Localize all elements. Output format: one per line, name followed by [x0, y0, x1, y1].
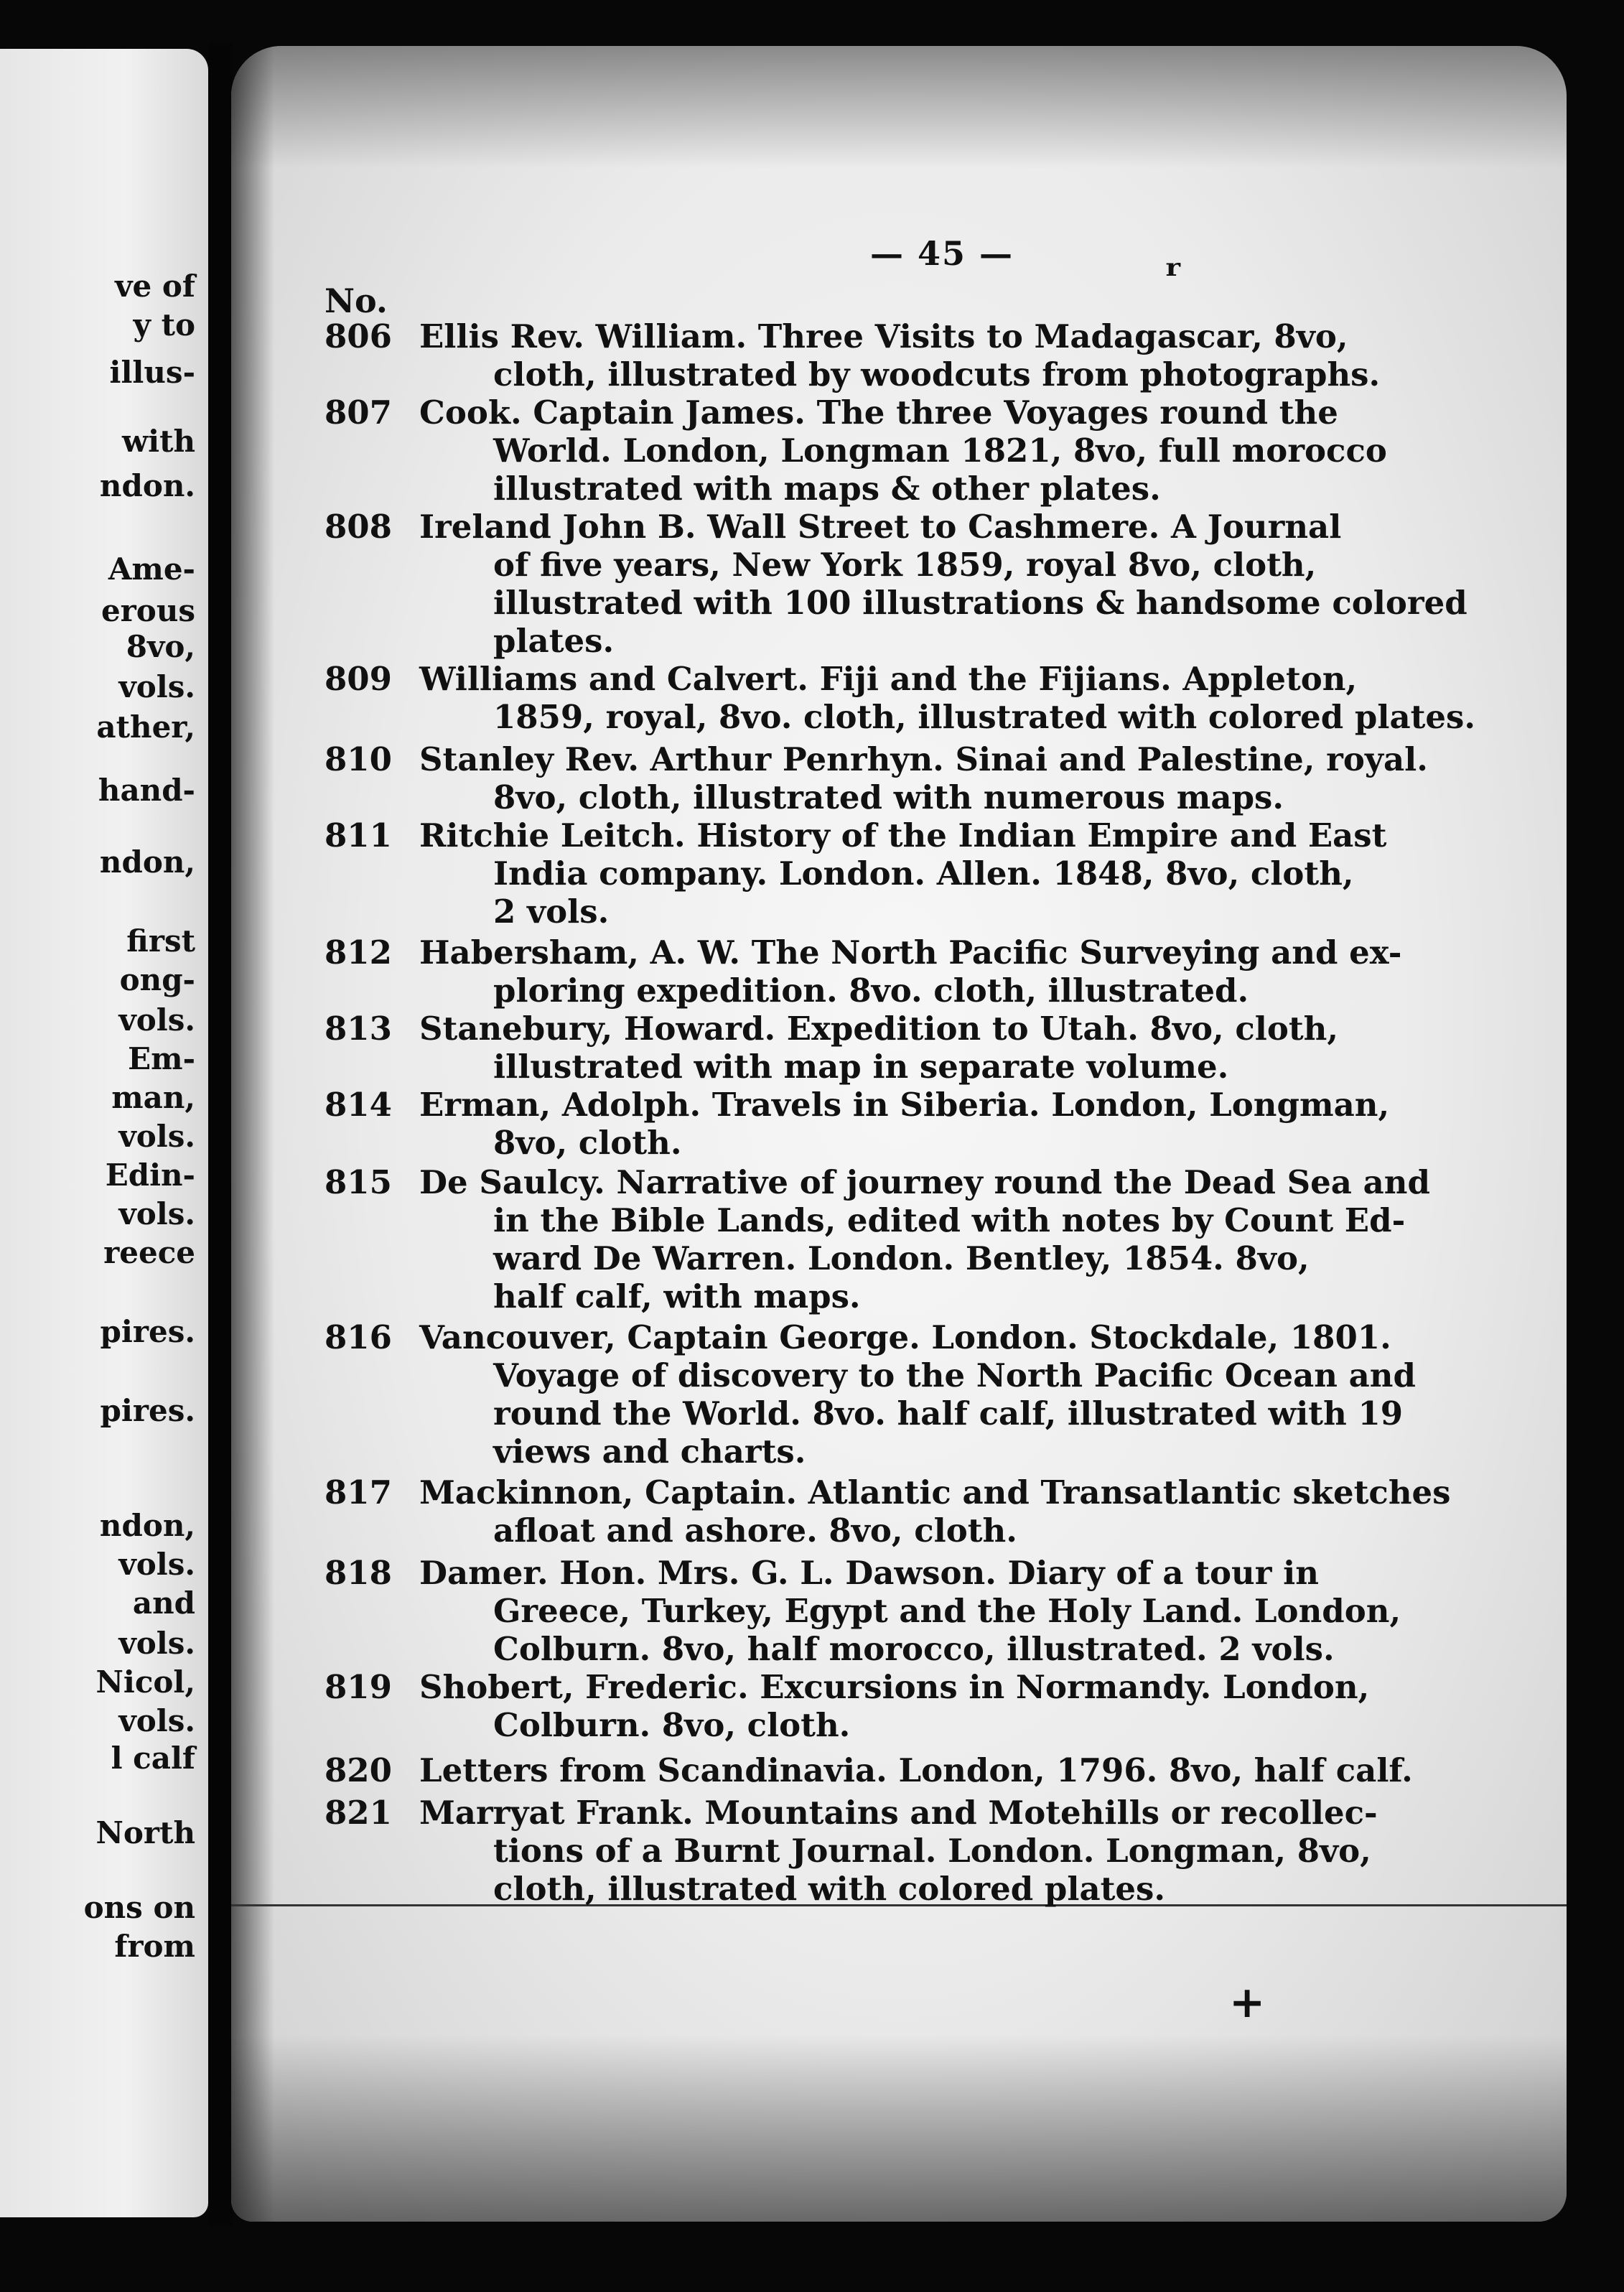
column-header-no: No. [325, 281, 388, 320]
entry-line: Ellis Rev. William. Three Visits to Madagascar, 8vo, [419, 317, 1348, 355]
entry-line: ploring expedition. 8vo. cloth, illustrated. [493, 972, 1249, 1010]
entry-line: India company. London. Allen. 1848, 8vo, cloth, [493, 854, 1354, 893]
entry-description [325, 1318, 1545, 1471]
left-page-line: vols. [118, 1119, 195, 1154]
left-page-line: vols. [118, 1547, 195, 1582]
page-shadow-bottom [231, 2035, 1567, 2222]
page-number: — 45 — [869, 234, 1014, 273]
entry-description [325, 1473, 1545, 1550]
entry-number: 809 [325, 660, 392, 698]
entry-description [325, 1163, 1545, 1315]
left-page-line: with [121, 424, 195, 459]
left-page-line: hand- [98, 773, 195, 808]
entry-line: Letters from Scandinavia. London, 1796. 8vo, half calf. [419, 1751, 1413, 1789]
pen-check-mark: ʳ [1165, 251, 1182, 301]
left-page-line: pires. [100, 1314, 195, 1349]
left-page-line: Nicol, [95, 1664, 195, 1700]
left-page-line: ong- [119, 962, 195, 997]
entry-description [325, 393, 1545, 508]
left-page-line: vols. [118, 1703, 195, 1738]
catalogue-entry [325, 1751, 1545, 1789]
catalogue-entry [325, 1794, 1545, 1908]
entry-description [325, 1794, 1545, 1908]
left-page-line: vols. [118, 1626, 195, 1661]
entry-line: illustrated with maps & other plates. [493, 470, 1161, 508]
entry-line: Vancouver, Captain George. London. Stockdale, 1801. [419, 1318, 1391, 1356]
entry-line: round the World. 8vo. half calf, illustrated with 19 [493, 1394, 1404, 1432]
entry-line: tions of a Burnt Journal. London. Longman, 8vo, [493, 1832, 1371, 1870]
entry-number: 812 [325, 933, 392, 972]
entry-line: 1859, royal, 8vo. cloth, illustrated with colored plates. [493, 698, 1476, 736]
catalogue-entry [325, 1473, 1545, 1550]
left-page-line: Em- [128, 1041, 195, 1076]
entry-line: afloat and ashore. 8vo, cloth. [493, 1511, 1017, 1550]
catalogue-entry [325, 317, 1545, 393]
entry-line: cloth, illustrated by woodcuts from photographs. [493, 355, 1381, 393]
entry-number: 815 [325, 1163, 392, 1201]
catalogue-entry [325, 1010, 1545, 1086]
entry-line: cloth, illustrated with colored plates. [493, 1870, 1166, 1908]
left-page-line: l calf [111, 1741, 195, 1776]
entry-description [325, 740, 1545, 816]
entry-description [325, 1668, 1545, 1744]
catalogue-entry [325, 1086, 1545, 1162]
entry-line: half calf, with maps. [493, 1277, 861, 1315]
left-page-line: Edin- [105, 1157, 195, 1193]
entry-line: Habersham, A. W. The North Pacific Surveying and ex- [419, 933, 1402, 972]
entry-description [325, 317, 1545, 393]
catalogue-page [231, 46, 1567, 2222]
entry-description [325, 1010, 1545, 1086]
entry-line: Colburn. 8vo, half morocco, illustrated. 2 vols. [493, 1630, 1335, 1668]
entry-line: World. London, Longman 1821, 8vo, full morocco [493, 432, 1387, 470]
entry-line: Erman, Adolph. Travels in Siberia. London, Longman, [419, 1086, 1390, 1124]
entry-line: illustrated with 100 illustrations & handsome colored [493, 584, 1467, 622]
entry-description [325, 1751, 1545, 1789]
left-page-line: vols. [118, 1002, 195, 1038]
left-page-line: man, [111, 1080, 195, 1115]
left-page-line: ve of [115, 269, 195, 304]
entry-number: 818 [325, 1554, 392, 1592]
entry-line: Cook. Captain James. The three Voyages round the [419, 393, 1338, 432]
left-page-line: ather, [96, 709, 195, 745]
catalogue-entry [325, 1668, 1545, 1744]
entry-line: Greece, Turkey, Egypt and the Holy Land. London, [493, 1592, 1401, 1630]
left-page-line: ndon. [99, 468, 195, 503]
left-page-line: erous [101, 593, 195, 628]
entry-line: Shobert, Frederic. Excursions in Normandy. London, [419, 1668, 1370, 1706]
entry-line: views and charts. [493, 1432, 806, 1471]
left-page-line: ons on [83, 1890, 195, 1925]
entry-line: Colburn. 8vo, cloth. [493, 1706, 851, 1744]
entry-description [325, 816, 1545, 931]
left-page-line: North [95, 1815, 195, 1850]
entry-line: De Saulcy. Narrative of journey round the Dead Sea and [419, 1163, 1430, 1201]
left-page-line: and [132, 1585, 195, 1621]
entry-number: 811 [325, 816, 392, 854]
entry-description [325, 1554, 1545, 1668]
catalogue-entry [325, 508, 1545, 660]
entry-number: 817 [325, 1473, 392, 1511]
pen-cross-mark: + [1229, 1977, 1266, 2028]
catalogue-entry [325, 1318, 1545, 1471]
left-page-line: vols. [118, 669, 195, 704]
entry-line: Stanebury, Howard. Expedition to Utah. 8vo, cloth, [419, 1010, 1339, 1048]
catalogue-entries [325, 317, 1545, 1908]
left-page-line: pires. [100, 1393, 195, 1428]
left-page-line: reece [103, 1235, 195, 1270]
left-page-line: from [114, 1929, 195, 1964]
entry-number: 820 [325, 1751, 392, 1789]
catalogue-entry [325, 393, 1545, 508]
entry-line: Williams and Calvert. Fiji and the Fijians. Appleton, [419, 660, 1358, 698]
entry-line: Marryat Frank. Mountains and Motehills or recollec- [419, 1794, 1378, 1832]
entry-line: illustrated with map in separate volume. [493, 1048, 1229, 1086]
entry-number: 814 [325, 1086, 392, 1124]
entry-line: in the Bible Lands, edited with notes by Count Ed- [493, 1201, 1406, 1239]
left-page-line: Ame- [108, 551, 195, 587]
catalogue-entry [325, 1163, 1545, 1315]
left-page-line: first [126, 923, 195, 959]
entry-number: 821 [325, 1794, 392, 1832]
left-page-line: ndon, [99, 844, 195, 880]
entry-description [325, 508, 1545, 660]
entry-description [325, 1086, 1545, 1162]
left-page-line: vols. [118, 1196, 195, 1231]
entry-number: 808 [325, 508, 392, 546]
entry-line: Damer. Hon. Mrs. G. L. Dawson. Diary of a tour in [419, 1554, 1319, 1592]
page-shadow-left [231, 46, 274, 2222]
entry-line: 8vo, cloth, illustrated with numerous maps. [493, 778, 1284, 816]
left-page-line: illus- [109, 355, 195, 390]
entry-number: 816 [325, 1318, 392, 1356]
entry-line: Stanley Rev. Arthur Penrhyn. Sinai and Palestine, royal. [419, 740, 1428, 778]
entry-description [325, 933, 1545, 1010]
entry-number: 806 [325, 317, 392, 355]
entry-line: ward De Warren. London. Bentley, 1854. 8vo, [493, 1239, 1310, 1277]
entry-line: plates. [493, 622, 615, 660]
entry-line: Ireland John B. Wall Street to Cashmere. A Journal [419, 508, 1342, 546]
left-page-line: ndon, [99, 1508, 195, 1543]
catalogue-entry [325, 1554, 1545, 1668]
entry-line: Ritchie Leitch. History of the Indian Empire and East [419, 816, 1387, 854]
catalogue-entry [325, 816, 1545, 931]
entry-line: Voyage of discovery to the North Pacific Ocean and [493, 1356, 1416, 1394]
left-facing-page [0, 49, 208, 2217]
entry-line: 8vo, cloth. [493, 1124, 682, 1162]
entry-description [325, 660, 1545, 736]
entry-number: 807 [325, 393, 392, 432]
entry-number: 819 [325, 1668, 392, 1706]
left-page-line: y to [133, 307, 195, 343]
page-shadow-top [231, 46, 1567, 168]
book-gutter [208, 43, 233, 2226]
catalogue-entry [325, 933, 1545, 1010]
entry-line: 2 vols. [493, 893, 610, 931]
entry-number: 813 [325, 1010, 392, 1048]
entry-number: 810 [325, 740, 392, 778]
catalogue-entry [325, 660, 1545, 736]
entry-line: Mackinnon, Captain. Atlantic and Transatlantic sketches [419, 1473, 1451, 1511]
left-page-line: 8vo, [126, 629, 195, 664]
entry-line: of five years, New York 1859, royal 8vo, cloth, [493, 546, 1317, 584]
catalogue-entry [325, 740, 1545, 816]
